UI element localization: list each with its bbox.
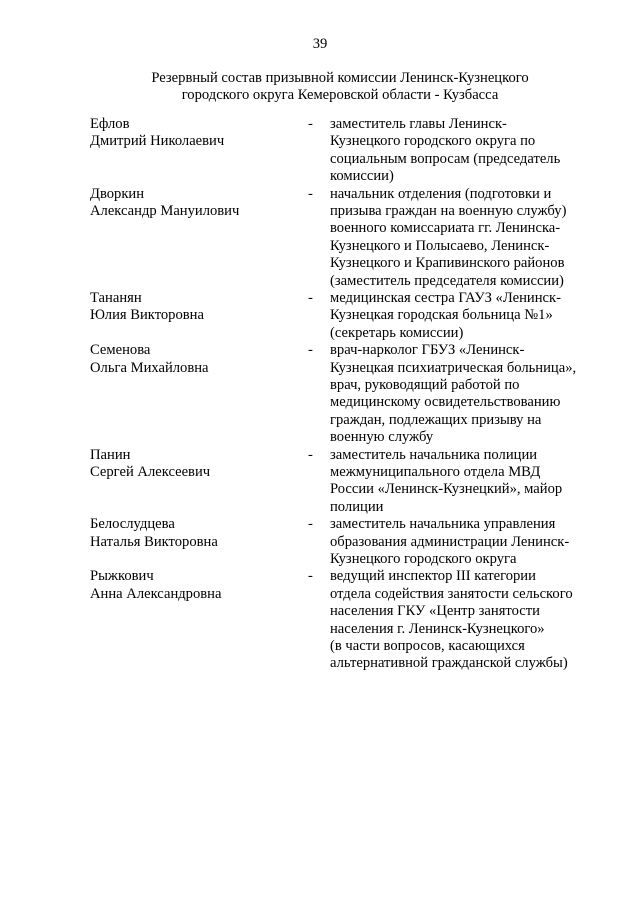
member-surname: Белослудцева bbox=[90, 516, 175, 533]
member-name bbox=[90, 568, 308, 672]
role-line: Кузнецкого городского округа по bbox=[330, 133, 536, 150]
separator-dash: - bbox=[308, 342, 313, 359]
role-line: врач-нарколог ГБУЗ «Ленинск- bbox=[330, 342, 525, 359]
member-name bbox=[90, 116, 308, 186]
member-surname: Семенова bbox=[90, 342, 151, 359]
title-line: городского округа Кемеровской области - Кузбасса bbox=[181, 87, 499, 104]
member-role bbox=[330, 116, 590, 186]
member-role bbox=[330, 447, 590, 517]
role-line: межмуниципального отдела МВД bbox=[330, 463, 541, 480]
role-line: начальник отделения (подготовки и bbox=[330, 185, 552, 202]
member-role bbox=[330, 516, 590, 568]
member-given-name: Александр Мануилович bbox=[90, 203, 240, 219]
member-entry bbox=[90, 568, 590, 672]
member-surname: Дворкин bbox=[90, 185, 145, 202]
role-line: ведущий инспектор III категории bbox=[330, 568, 536, 585]
member-entry bbox=[90, 516, 590, 568]
member-name bbox=[90, 516, 308, 568]
member-entry bbox=[90, 186, 590, 290]
role-line: России «Ленинск-Кузнецкий», майор bbox=[330, 481, 563, 498]
separator-dash: - bbox=[308, 289, 313, 306]
member-entry bbox=[90, 116, 590, 186]
role-line: отдела содействия занятости сельского bbox=[330, 585, 573, 602]
role-line: граждан, подлежащих призыву на bbox=[330, 411, 542, 428]
role-line: альтернативной гражданской службы) bbox=[330, 655, 568, 672]
member-surname: Тананян bbox=[90, 289, 142, 306]
member-entry bbox=[90, 342, 590, 446]
role-line: Кузнецкого и Полысаево, Ленинск- bbox=[330, 237, 550, 254]
member-surname: Рыжкович bbox=[90, 568, 154, 585]
separator-dash: - bbox=[308, 568, 313, 585]
member-given-name: Юлия Викторовна bbox=[90, 307, 204, 324]
separator-dash: - bbox=[308, 116, 313, 132]
role-line: призыва граждан на военную службу) bbox=[330, 203, 567, 219]
role-line: (заместитель председателя комиссии) bbox=[330, 272, 564, 289]
member-role bbox=[330, 568, 590, 672]
role-line: медицинская сестра ГАУЗ «Ленинск- bbox=[330, 289, 561, 306]
role-line: населения ГКУ «Центр занятости bbox=[330, 603, 540, 620]
member-surname: Панин bbox=[90, 446, 131, 463]
role-line: населения г. Ленинск-Кузнецкого» bbox=[330, 620, 545, 637]
role-line: заместитель начальника управления bbox=[330, 516, 556, 533]
member-given-name: Дмитрий Николаевич bbox=[90, 133, 225, 150]
member-role bbox=[330, 342, 590, 446]
commission-members-list bbox=[90, 116, 590, 673]
member-given-name: Наталья Викторовна bbox=[90, 533, 218, 550]
role-line: Кузнецкая психиатрическая больница», bbox=[330, 359, 577, 376]
role-line: Кузнецкая городская больница №1» bbox=[330, 307, 553, 324]
title-line: Резервный состав призывной комиссии Ленинск-Кузнецкого bbox=[151, 70, 529, 86]
member-name bbox=[90, 447, 308, 517]
separator-dash: - bbox=[308, 446, 313, 463]
member-name bbox=[90, 342, 308, 446]
role-line: Кузнецкого городского округа bbox=[330, 550, 517, 567]
document-title bbox=[90, 70, 590, 105]
member-name bbox=[90, 290, 308, 342]
role-line: медицинскому освидетельствованию bbox=[330, 394, 561, 411]
role-line: заместитель главы Ленинск- bbox=[330, 116, 507, 132]
member-entry bbox=[90, 447, 590, 517]
member-role bbox=[330, 290, 590, 342]
role-line: заместитель начальника полиции bbox=[330, 446, 538, 463]
member-role bbox=[330, 186, 590, 290]
role-line: образования администрации Ленинск- bbox=[330, 533, 570, 550]
page-number: 39 bbox=[312, 36, 328, 52]
separator-dash: - bbox=[308, 185, 313, 202]
member-given-name: Ольга Михайловна bbox=[90, 359, 209, 376]
member-entry bbox=[90, 290, 590, 342]
role-line: комиссии) bbox=[330, 168, 394, 185]
member-name bbox=[90, 186, 308, 290]
role-line: социальным вопросам (председатель bbox=[330, 150, 561, 167]
member-surname: Ефлов bbox=[90, 116, 130, 132]
member-given-name: Сергей Алексеевич bbox=[90, 463, 211, 480]
role-line: Кузнецкого и Крапивинского районов bbox=[330, 255, 565, 272]
role-line: военного комиссариата гг. Ленинска- bbox=[330, 220, 561, 237]
separator-dash: - bbox=[308, 516, 313, 533]
role-line: (секретарь комиссии) bbox=[330, 324, 464, 341]
role-line: военную службу bbox=[330, 429, 434, 446]
role-line: (в части вопросов, касающихся bbox=[330, 637, 525, 654]
role-line: полиции bbox=[330, 498, 384, 515]
role-line: врач, руководящий работой по bbox=[330, 376, 520, 393]
member-given-name: Анна Александровна bbox=[90, 585, 222, 602]
